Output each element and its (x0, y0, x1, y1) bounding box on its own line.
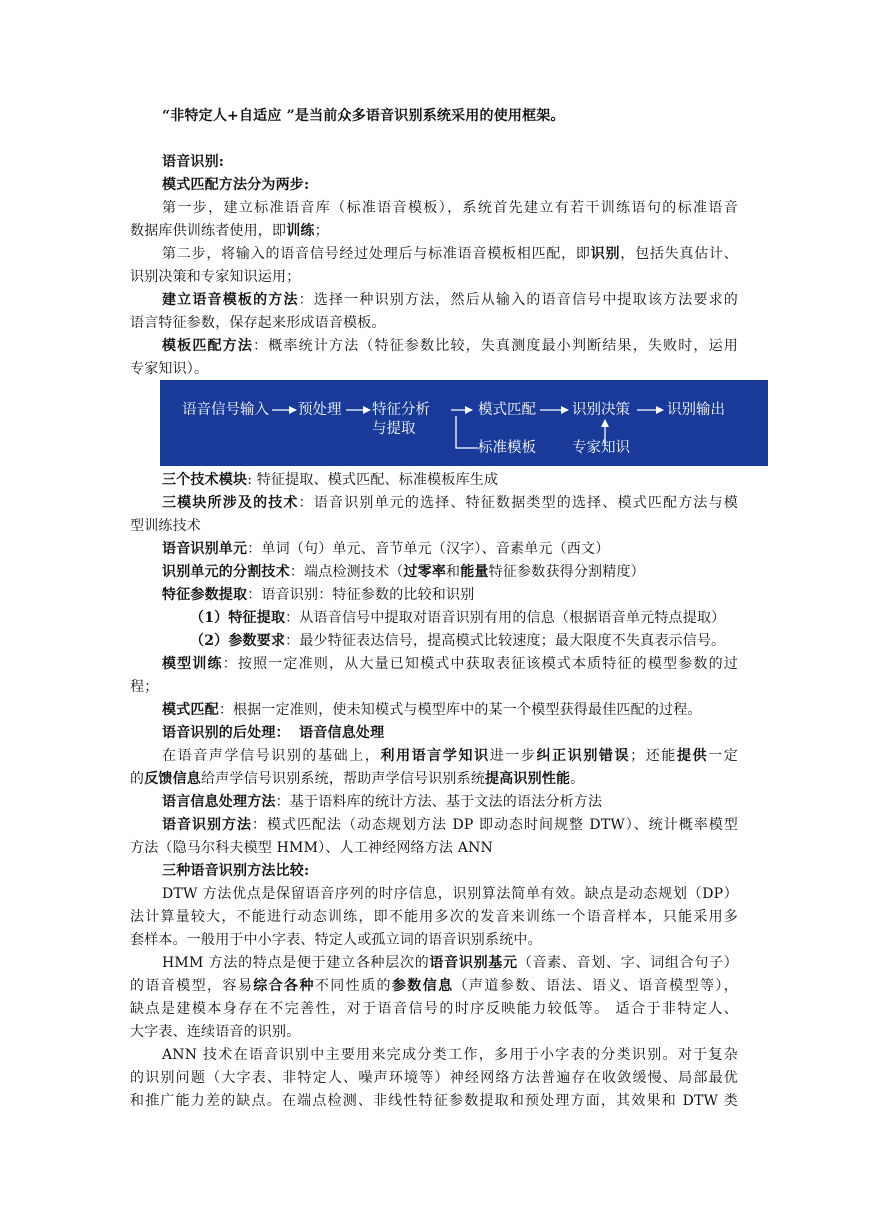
node-feature-extraction: 与提取 (372, 421, 416, 437)
paragraph-template-method-line2: 语言特征参数，保存起来形成语音模板。 (130, 315, 386, 331)
paragraph-model-training-line1: 模型训练：按照一定准则，从大量已知模式中获取表征该模式本质特征的模型参数的过 (162, 656, 738, 672)
recognition-flow-diagram (160, 380, 768, 466)
paragraph-dtw-line2: 法计算量较大，不能进行动态训练，即不能用多次的发音来训练一个语音样本，只能采用多 (130, 909, 738, 925)
paragraph-step1-line1: 第一步，建立标准语音库（标准语音模板），系统首先建立有若干训练语句的标准语音 (162, 200, 738, 216)
paragraph-template-method-line1: 建立语音模板的方法：选择一种识别方法，然后从输入的语音信号中提取该方法要求的 (162, 292, 738, 308)
template-feedback-line (456, 416, 478, 448)
paragraph-template-matching-line1: 模板匹配方法：概率统计方法（特征参数比较，失真测度最小判断结果，失败时，运用 (162, 338, 738, 354)
paragraph-ann-line3: 和推广能力差的缺点。在端点检测、非线性特征参数提取和预处理方面，其效果和 DTW 类 (130, 1093, 738, 1109)
paragraph-hmm-line2: 的语音模型，容易综合各种不同性质的参数信息（声道参数、语法、语义、语音模型等）， (130, 978, 738, 994)
node-pattern-matching: 模式匹配 (478, 402, 536, 418)
heading-pattern-matching-steps: 模式匹配方法分为两步: (162, 177, 310, 193)
paragraph-hmm-line1: HMM 方法的特点是便于建立各种层次的语音识别基元（音素、音划、字、词组合句子） (162, 955, 738, 971)
paragraph-hmm-line3: 缺点是建模本身存在不完善性，对于语音信号的时序反映能力较低等。 适合于非特定人、 (130, 1001, 738, 1017)
paragraph-recognition-methods-line2: 方法（隐马尔科夫模型 HMM）、人工神经网络方法 ANN (130, 840, 493, 856)
paragraph-ann-line2: 的识别问题（大字表、非特定人、噪声环境等）神经网络方法普遍存在收敛缓慢、局部最优 (130, 1070, 738, 1086)
paragraph-linguistic-line2: 的反馈信息给声学信号识别系统，帮助声学信号识别系统提高识别性能。 (130, 771, 585, 787)
paragraph-step2-line1: 第二步，将输入的语音信号经过处理后与标准语音模板相匹配，即识别，包括失真估计、 (162, 246, 738, 262)
node-speech-input: 语音信号输入 (182, 402, 269, 418)
node-recognition-decision: 识别决策 (572, 402, 630, 418)
paragraph-recognition-unit: 语音识别单元：单词（句）单元、音节单元（汉字）、音素单元（西文） (162, 541, 610, 557)
paragraph-hmm-line4: 大字表、连续语音的识别。 (130, 1024, 301, 1040)
paragraph-feature-extract-item: （1）特征提取：从语音信号中提取对语音识别有用的信息（根据语音单元特点提取） (190, 610, 726, 626)
paragraph-pattern-match: 模式匹配：根据一定准则，使未知模式与模型库中的某一个模型获得最佳匹配的过程。 (162, 702, 702, 718)
paragraph-linguistic-line1: 在语音声学信号识别的基础上，利用语言学知识进一步纠正识别错误；还能提供一定 (162, 748, 738, 764)
page-title: “非特定人+自适应 ”是当前众多语音识别系统采用的使用框架。 (162, 108, 565, 124)
paragraph-param-requirement-item: （2）参数要求：最少特征表达信号，提高模式比较速度；最大限度不失真表示信号。 (190, 633, 726, 649)
paragraph-post-processing: 语音识别的后处理： 语音信息处理 (162, 725, 385, 741)
paragraph-module-tech-line2: 型训练技术 (130, 518, 201, 534)
paragraph-model-training-line2: 程； (130, 679, 159, 695)
paragraph-segmentation: 识别单元的分割技术：端点检测技术（过零率和能量特征参数获得分割精度） (162, 564, 645, 580)
paragraph-three-modules: 三个技术模块: 特征提取、模式匹配、标准模板库生成 (162, 472, 499, 488)
flow-diagram-svg (160, 380, 768, 466)
heading-speech-recognition: 语音识别: (162, 154, 225, 170)
paragraph-template-matching-line2: 专家知识）。 (130, 361, 209, 377)
heading-method-comparison: 三种语音识别方法比较: (162, 863, 310, 879)
paragraph-language-methods: 语言信息处理方法：基于语料库的统计方法、基于文法的语法分析方法 (162, 794, 603, 810)
node-recognition-output: 识别输出 (667, 402, 725, 418)
paragraph-ann-line1: ANN 技术在语音识别中主要用来完成分类工作，多用于小字表的分类识别。对于复杂 (162, 1047, 738, 1063)
paragraph-dtw-line1: DTW 方法优点是保留语音序列的时序信息，识别算法简单有效。缺点是动态规划（DP） (162, 886, 738, 902)
node-feature-analysis: 特征分析 (372, 402, 430, 418)
paragraph-module-tech-line1: 三模块所涉及的技术：语音识别单元的选择、特征数据类型的选择、模式匹配方法与模 (162, 495, 738, 511)
paragraph-recognition-methods-line1: 语音识别方法：模式匹配法（动态规划方法 DP 即动态时间规整 DTW）、统计概率模型 (162, 817, 738, 833)
paragraph-feature-param: 特征参数提取：语音识别：特征参数的比较和识别 (162, 587, 475, 603)
node-preprocess: 预处理 (298, 402, 342, 418)
node-standard-template: 标准模板 (478, 440, 536, 456)
paragraph-step2-line2: 识别决策和专家知识运用； (130, 269, 301, 285)
paragraph-dtw-line3: 套样本。一般用于中小字表、特定人或孤立词的语音识别系统中。 (130, 932, 542, 948)
node-expert-knowledge: 专家知识 (572, 440, 630, 456)
paragraph-step1-line2: 数据库供训练者使用，即训练； (130, 223, 329, 239)
